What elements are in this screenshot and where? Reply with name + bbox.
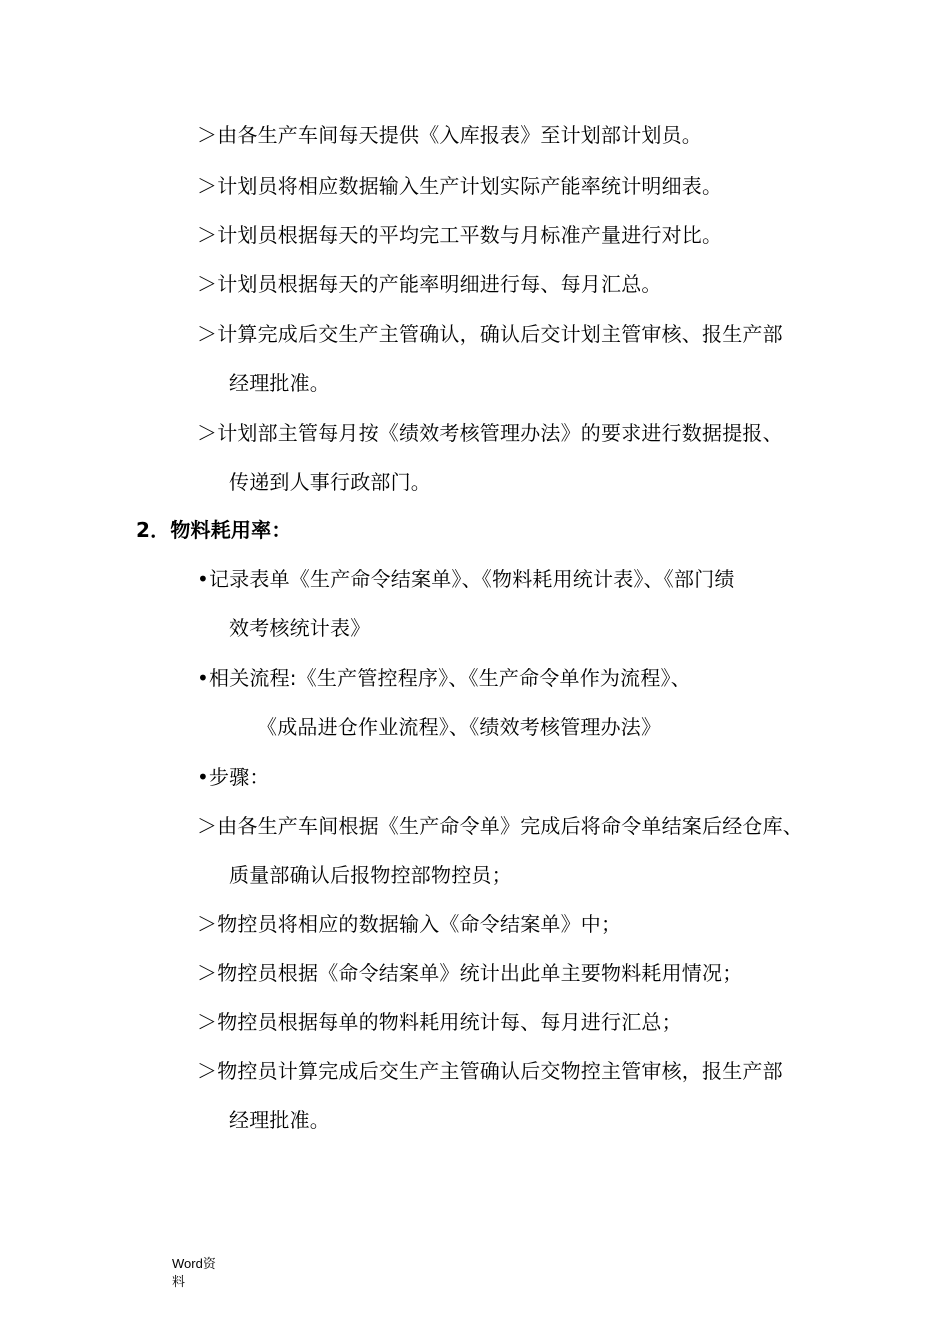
bullet-steps: •步骤： [197, 765, 270, 789]
step2-line-5-cont: 经理批准。 [229, 1108, 330, 1132]
step-line-5: ＞计算完成后交生产主管确认，确认后交计划主管审核、报生产部 [197, 322, 783, 346]
section-heading: 2．物料耗用率： [136, 518, 292, 542]
step-line-2: ＞计划员将相应数据输入生产计划实际产能率统计明细表。 [197, 174, 723, 198]
footer-line-1: Word资 [172, 1256, 216, 1271]
bullet-records-cont: 效考核统计表》 [229, 616, 371, 640]
step-line-3: ＞计划员根据每天的平均完工平数与月标准产量进行对比。 [197, 223, 723, 247]
bullet-records: •记录表单《生产命令结案单》、《物料耗用统计表》、《部门绩 [197, 567, 735, 591]
footer-label [172, 1255, 216, 1291]
step2-line-1-cont: 质量部确认后报物控部物控员； [229, 863, 512, 887]
step-line-6-cont: 传递到人事行政部门。 [229, 470, 431, 494]
step-line-1: ＞由各生产车间每天提供《入库报表》至计划部计划员。 [197, 123, 702, 147]
step2-line-5: ＞物控员计算完成后交生产主管确认后交物控主管审核，报生产部 [197, 1059, 783, 1083]
step-line-4: ＞计划员根据每天的产能率明细进行每、每月汇总。 [197, 272, 662, 296]
step2-line-3: ＞物控员根据《命令结案单》统计出此单主要物料耗用情况； [197, 961, 743, 985]
bullet-processes-cont: 《成品进仓作业流程》、《绩效考核管理办法》 [257, 715, 662, 739]
step2-line-4: ＞物控员根据每单的物料耗用统计每、每月进行汇总； [197, 1010, 682, 1034]
step2-line-1: ＞由各生产车间根据《生产命令单》完成后将命令单结案后经仓库、 [197, 814, 803, 838]
step2-line-2: ＞物控员将相应的数据输入《命令结案单》中； [197, 912, 622, 936]
bullet-processes: •相关流程:《生产管控程序》、《生产命令单作为流程》、 [197, 666, 691, 690]
step-line-6: ＞计划部主管每月按《绩效考核管理办法》的要求进行数据提报、 [197, 421, 783, 445]
step-line-5-cont: 经理批准。 [229, 371, 330, 395]
footer-line-2: 料 [172, 1274, 186, 1289]
